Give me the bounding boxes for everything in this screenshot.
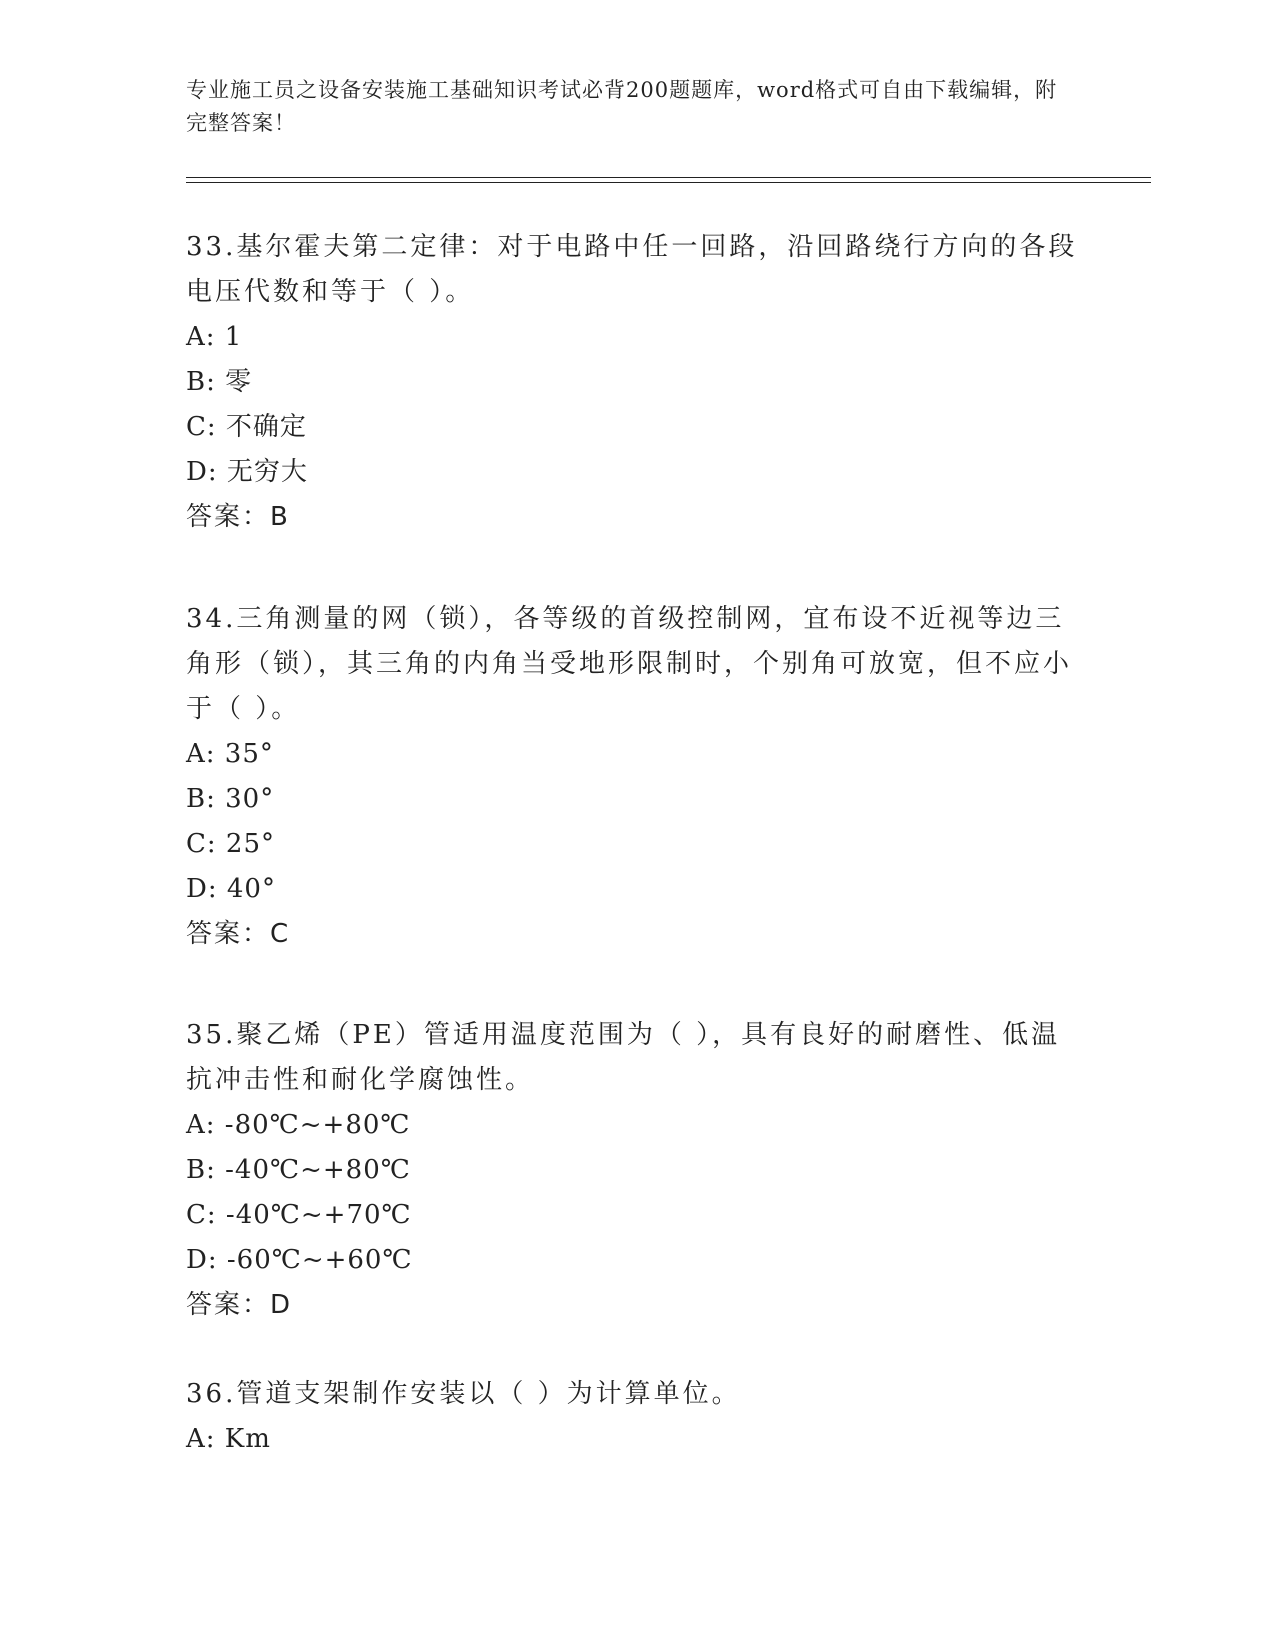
header-divider-bottom bbox=[186, 182, 1151, 183]
question-stem: 35.聚乙烯（PE）管适用温度范围为（ ），具有良好的耐磨性、低温抗冲击性和耐化学腐蚀性。 bbox=[186, 1020, 1061, 1095]
question-stem: 34.三角测量的网（锁），各等级的首级控制网，宜布设不近视等边三角形（锁），其三角的内角当受地形限制时，个别角可放宽，但不应小于（ ）。 bbox=[186, 604, 1073, 724]
answer-line: 答案：C bbox=[186, 919, 291, 949]
option-b: B: -40℃~+80℃ bbox=[186, 1155, 411, 1185]
option-c: C: 25° bbox=[186, 829, 276, 859]
question-stem: 33.基尔霍夫第二定律：对于电路中任一回路，沿回路绕行方向的各段电压代数和等于（ ）。 bbox=[186, 232, 1078, 307]
option-d: D: -60℃~+60℃ bbox=[186, 1245, 413, 1275]
question-33 bbox=[186, 225, 1086, 540]
answer-line: 答案：D bbox=[186, 1290, 293, 1320]
question-36 bbox=[186, 1372, 1086, 1462]
question-34 bbox=[186, 597, 1086, 957]
option-c: C: -40℃~+70℃ bbox=[186, 1200, 412, 1230]
document-header: 专业施工员之设备安装施工基础知识考试必背200题题库，word格式可自由下载编辑，附完整答案！ bbox=[186, 78, 1058, 135]
option-a: A: 35° bbox=[186, 739, 274, 769]
question-35 bbox=[186, 1013, 1086, 1328]
option-c: C: 不确定 bbox=[186, 412, 307, 442]
option-b: B: 零 bbox=[186, 367, 253, 397]
option-d: D: 40° bbox=[186, 874, 276, 904]
option-a: A: -80℃~+80℃ bbox=[186, 1110, 411, 1140]
answer-line: 答案：B bbox=[186, 502, 290, 532]
option-b: B: 30° bbox=[186, 784, 275, 814]
option-d: D: 无穷大 bbox=[186, 457, 308, 487]
option-a: A: 1 bbox=[186, 322, 243, 352]
header-divider-top bbox=[186, 177, 1151, 178]
option-a: A: Km bbox=[186, 1424, 271, 1454]
question-stem: 36.管道支架制作安装以（ ）为计算单位。 bbox=[186, 1379, 741, 1409]
